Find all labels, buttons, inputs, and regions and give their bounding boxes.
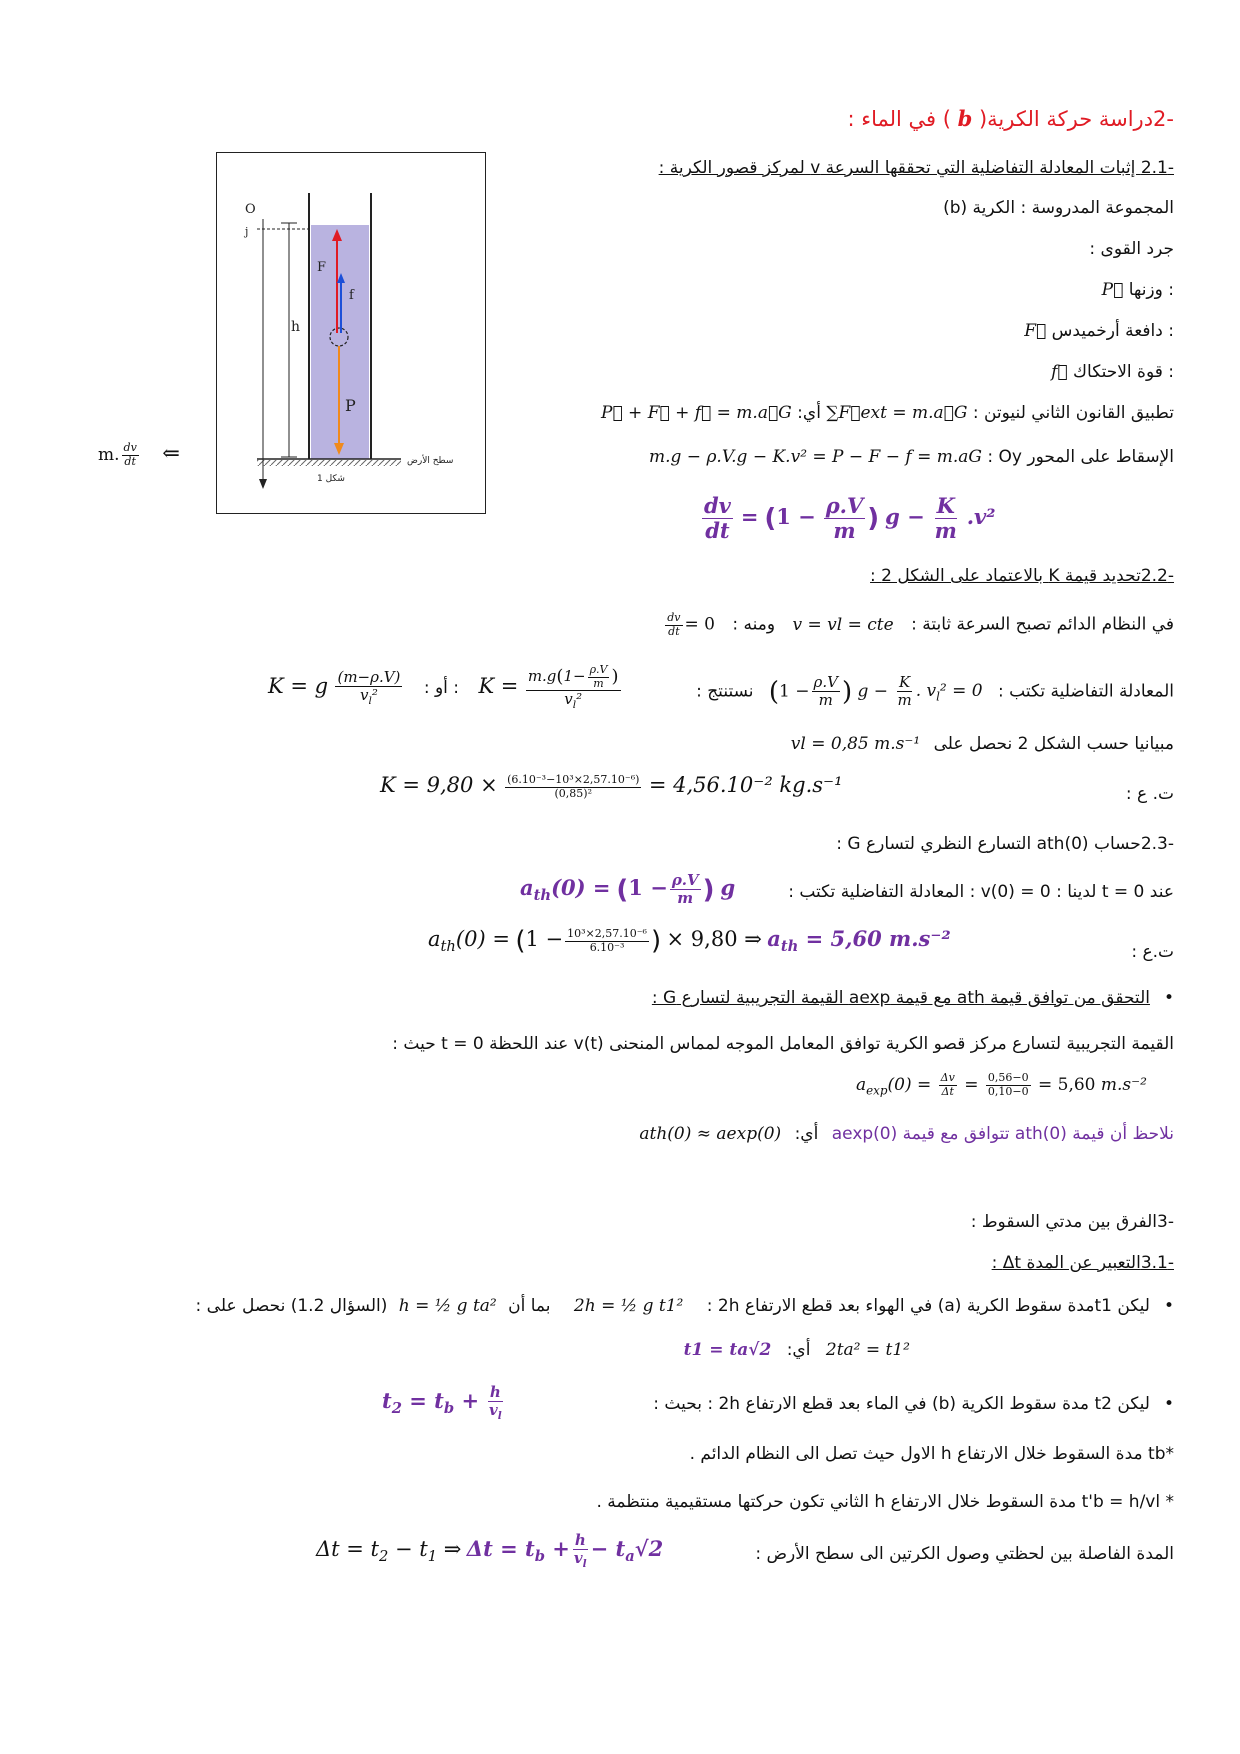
- bullet-t2-line: •ليكن t2 مدة سقوط الكرية (b) في الماء بعد قطع الارتفاع 2h : بحيث :: [653, 1394, 1174, 1414]
- figure-P-label: P: [345, 396, 356, 415]
- figure-f-label: f: [349, 288, 354, 303]
- steady-state-line: في النظام الدائم تصبح السرعة ثابتة : v = vl = cte ومنه : $\frac{dv}{dt}$ = 0: [667, 611, 1174, 638]
- graph-reading-line: مبيانيا حسب الشكل 2 نحصل على vl = 0,85 m.s⁻¹: [790, 734, 1174, 754]
- figure-caption: شكل 1: [317, 474, 345, 484]
- t2-equation: $t_2 = t_b$ + $\frac{h}{v_l}$: [382, 1383, 502, 1423]
- note-tb: *tb مدة السقوط خلال الارتفاع h الاول حيث تصل الى النظام الدائم .: [689, 1444, 1174, 1464]
- ath-numeric-equation: $a_{th}(0) = (1$ − $\frac{\text{10³×2,57.10⁻⁶}}{\text{6.10⁻³}}$ ) × 9,80 ⇒ $a_{th} = 5,60$ m.s⁻²: [428, 926, 951, 957]
- t-zero-line: عند t = 0 لدينا : v(0) = 0 : المعادلة التفاضلية تكتب :: [788, 882, 1174, 902]
- numeric-label-1: ت. ع :: [1125, 784, 1174, 804]
- figure-origin-label: O: [245, 202, 256, 217]
- section-2-2-heading: -2.2تحديد قيمة K بالاعتماد على الشكل 2 :: [870, 566, 1174, 586]
- section-3-title: -3الفرق بين مدتي السقوط :: [970, 1212, 1174, 1232]
- note-tprime-b: * t'b = h/vl مدة السقوط خلال الارتفاع h الثاني تكون حركتها مستقيمية منتظمة .: [596, 1492, 1174, 1512]
- left-equation: m. $\frac{dv}{dt}$ ⇐: [98, 441, 180, 468]
- section-2-title: -2دراسة حركة الكرية( b ) في الماء :: [847, 106, 1174, 131]
- figure-F-label: F: [317, 260, 327, 275]
- figure-j-label: j: [245, 225, 249, 238]
- forces-inventory: جرد القوى :: [1089, 239, 1174, 259]
- section-2-3-heading: -2.3حساب ath(0) التسارع النظري لتسارع G :: [836, 834, 1174, 854]
- ath-formula: $a_{th}(0) = (1$ − $\frac{\rho.V}{m}$ ) g: [520, 871, 736, 908]
- section-3-1-heading: -3.1التعبير عن المدة Δt :: [991, 1253, 1174, 1273]
- differential-written-line: المعادلة التفاضلية تكتب : (1 − $\frac{\rho.V}{m}$ ) g − $\frac{K}{m}$ . $v_l^2 = 0$ نستنتج :: [696, 673, 1174, 710]
- projection-equation: m.g − ρ.V.g − K.v² = P − F − f = m.aG: [648, 447, 982, 467]
- figure-1-drawing: [217, 153, 485, 513]
- verification-heading: •التحقق من توافق قيمة ath مع قيمة aexp القيمة التجريبية لتسارع G :: [651, 988, 1174, 1008]
- archimedes-line: : دافعة أرخميدس F⃗: [1024, 321, 1174, 341]
- newton-sum-equation: ∑F⃗ext = m.a⃗G: [826, 403, 968, 423]
- t1-result-line: 2ta² = t1² أي: t1 = ta√2: [683, 1340, 910, 1360]
- k-expression-equations: K = g $\frac{(m-\rho.V)}{v_l^2}$ : أو : K = m.g(1− $\frac{\rho.V}{m}$ ) $v_l^2$: [268, 663, 619, 712]
- k-numeric-equation: K = 9,80 × $\frac{\text{(6.10⁻³−10³×2,57.10⁻⁶)}}{\text{(0,85)²}}$ = 4,56.10⁻² kg.s⁻¹: [380, 773, 843, 800]
- figure-ground-label: سطح الأرض: [407, 456, 454, 466]
- section-2-1-heading: -2.1 إثبات المعادلة التفاضلية التي تحققها السرعة v لمركز قصور الكرية :: [658, 158, 1174, 178]
- experimental-text: القيمة التجريبية لتسارع مركز قصو الكرية توافق المعامل الموجه لمماس المنحنى v(t) عند اللحظة t = 0 حيث :: [392, 1034, 1174, 1054]
- differential-equation: $\frac{dv}{dt}$ = (1 − $\frac{\rho.V}{m}$ ) g − $\frac{K}{m}$ .v²: [704, 493, 996, 544]
- bullet-t1-line: •ليكن t1مدة سقوط الكرية (a) في الهواء بعد قطع الارتفاع 2h : 2h = ½ g t1² بما أن h = ½ g ta² (السؤال 1.2) نحصل على :: [195, 1296, 1174, 1316]
- friction-line: : قوة الاحتكاك f⃗: [1051, 362, 1174, 382]
- studied-system: المجموعة المدروسة : الكرية (b): [943, 198, 1174, 218]
- weight-line: : وزنها P⃗: [1101, 280, 1174, 300]
- projection-line: الإسقاط على المحور Oy : m.g − ρ.V.g − K.v² = P − F − f = m.aG: [648, 447, 1174, 467]
- aexp-equation: $a_{exp}(0)$ = $\frac{\Delta v}{\Delta t}$ = $\frac{0,56-0}{0,10-0}$ = 5,60 m.s⁻²: [856, 1071, 1147, 1098]
- notice-line: نلاحظ أن قيمة ath(0) تتوافق مع قيمة aexp(0) أي: ath(0) ≈ aexp(0): [639, 1124, 1174, 1144]
- final-label-line: المدة الفاصلة بين لحظتي وصول الكرتين الى سطح الأرض :: [755, 1544, 1174, 1564]
- figure-h-label: h: [291, 319, 301, 335]
- final-delta-t-equation: $\Delta t = t_2 - t_1$ ⇒ $\Delta t = t_b$ + $\frac{h}{v_l}$ − $t_a√2$: [316, 1531, 664, 1571]
- figure-1: [216, 152, 486, 514]
- newton-law-line: تطبيق القانون الثاني لنيوتن : ∑F⃗ext = m.a⃗G أي: P⃗ + F⃗ + f⃗ = m.a⃗G: [601, 403, 1174, 423]
- newton-vector-equation: P⃗ + F⃗ + f⃗ = m.a⃗G: [601, 403, 792, 423]
- numeric-label-2: ت.ع :: [1131, 942, 1174, 962]
